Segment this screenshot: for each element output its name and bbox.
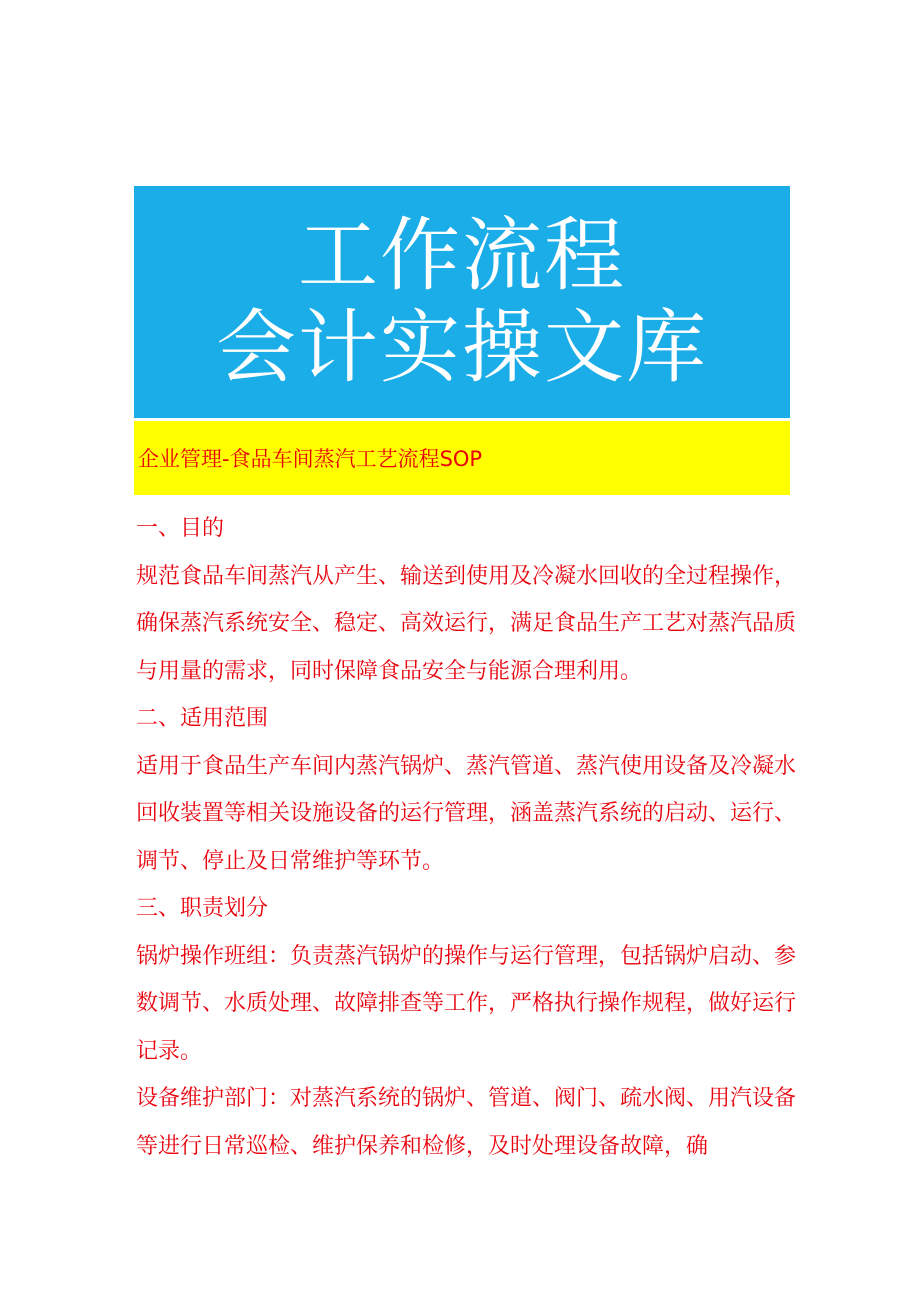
section-text-purpose: 规范食品车间蒸汽从产生、输送到使用及冷凝水回收的全过程操作，确保蒸汽系统安全、稳定、高效运行，满足食品生产工艺对蒸汽品质与用量的需求，同时保障食品安全与能源合理利用。 xyxy=(136,563,797,684)
banner-title-line-2: 会计实操文库 xyxy=(216,301,708,394)
section-heading-scope: 二、适用范围 xyxy=(136,706,269,731)
document-body xyxy=(136,505,796,1170)
section-text-maintenance-dept: 设备维护部门：对蒸汽系统的锅炉、管道、阀门、疏水阀、用汽设备等进行日常巡检、维护保养和检修，及时处理设备故障，确 xyxy=(136,1086,797,1159)
banner-title-line-1: 工作流程 xyxy=(298,209,626,302)
section-text-scope: 适用于食品生产车间内蒸汽锅炉、蒸汽管道、蒸汽使用设备及冷凝水回收装置等相关设施设备的运行管理，涵盖蒸汽系统的启动、运行、调节、停止及日常维护等环节。 xyxy=(136,753,797,874)
title-banner xyxy=(134,186,790,418)
subtitle-bar xyxy=(134,421,790,495)
section-text-boiler-team: 锅炉操作班组：负责蒸汽锅炉的操作与运行管理，包括锅炉启动、参数调节、水质处理、故障排查等工作，严格执行操作规程，做好运行记录。 xyxy=(136,943,797,1064)
section-heading-purpose: 一、目的 xyxy=(136,516,225,541)
section-heading-responsibilities: 三、职责划分 xyxy=(136,896,269,921)
document-subtitle: 企业管理-食品车间蒸汽工艺流程SOP xyxy=(138,447,483,471)
